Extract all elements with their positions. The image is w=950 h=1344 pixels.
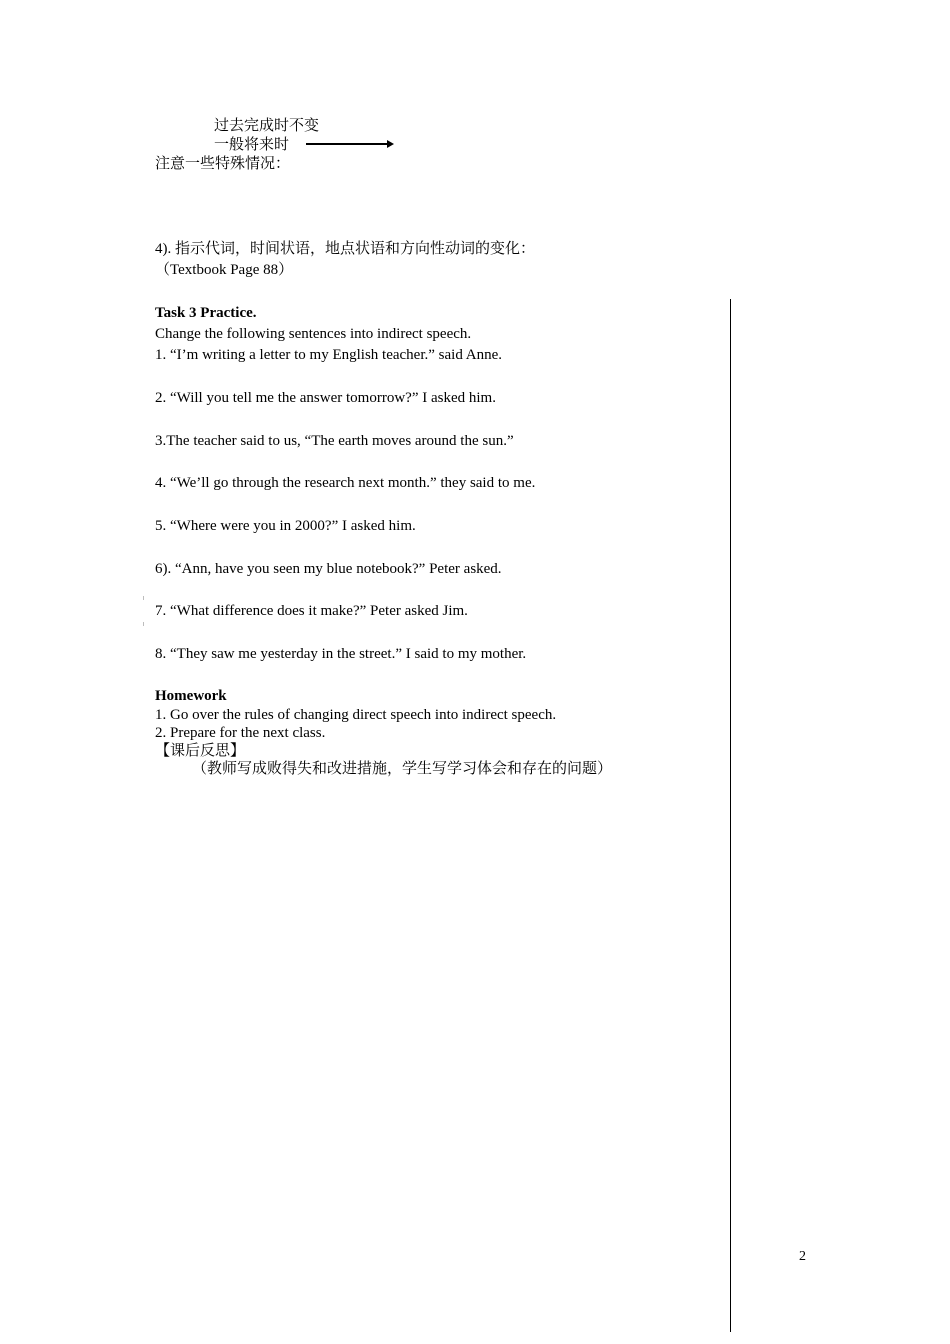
page-number: 2: [799, 1249, 806, 1264]
margin-mark: [143, 596, 144, 600]
practice-sentence-7: 7. “What difference does it make?” Peter asked Jim.: [155, 603, 468, 619]
practice-sentence-6: 6). “Ann, have you seen my blue notebook?” Peter asked.: [155, 561, 502, 577]
homework-item-2: 2. Prepare for the next class.: [155, 725, 326, 741]
task3-title: Task 3 Practice.: [155, 305, 257, 321]
task3-instruction: Change the following sentences into indirect speech.: [155, 326, 472, 342]
practice-sentence-4: 4. “We’ll go through the research next month.” they said to me.: [155, 475, 536, 491]
section4-heading: 4). 指示代词，时间状语，地点状语和方向性动词的变化：: [155, 241, 535, 257]
past-perfect-note: 过去完成时不变: [214, 118, 320, 134]
simple-future-note: 一般将来时: [214, 137, 290, 153]
special-cases-note: 注意一些特殊情况：: [155, 156, 291, 172]
textbook-reference: （Textbook Page 88）: [155, 262, 294, 278]
practice-sentence-1: 1. “I’m writing a letter to my English teacher.” said Anne.: [155, 347, 502, 363]
homework-item-1: 1. Go over the rules of changing direct speech into indirect speech.: [155, 707, 557, 723]
homework-title: Homework: [155, 688, 227, 704]
right-arrow-icon: [306, 143, 390, 145]
reflection-note: （教师写成败得失和改进措施，学生写学习体会和存在的问题）: [192, 761, 613, 777]
practice-sentence-8: 8. “They saw me yesterday in the street.” I said to my mother.: [155, 646, 527, 662]
practice-sentence-3: 3.The teacher said to us, “The earth moves around the sun.”: [155, 433, 514, 449]
reflection-title: 【课后反思】: [155, 743, 246, 759]
practice-sentence-5: 5. “Where were you in 2000?” I asked him.: [155, 518, 416, 534]
margin-rule: [730, 299, 731, 1332]
margin-mark: [143, 622, 144, 626]
practice-sentence-2: 2. “Will you tell me the answer tomorrow?” I asked him.: [155, 390, 496, 406]
